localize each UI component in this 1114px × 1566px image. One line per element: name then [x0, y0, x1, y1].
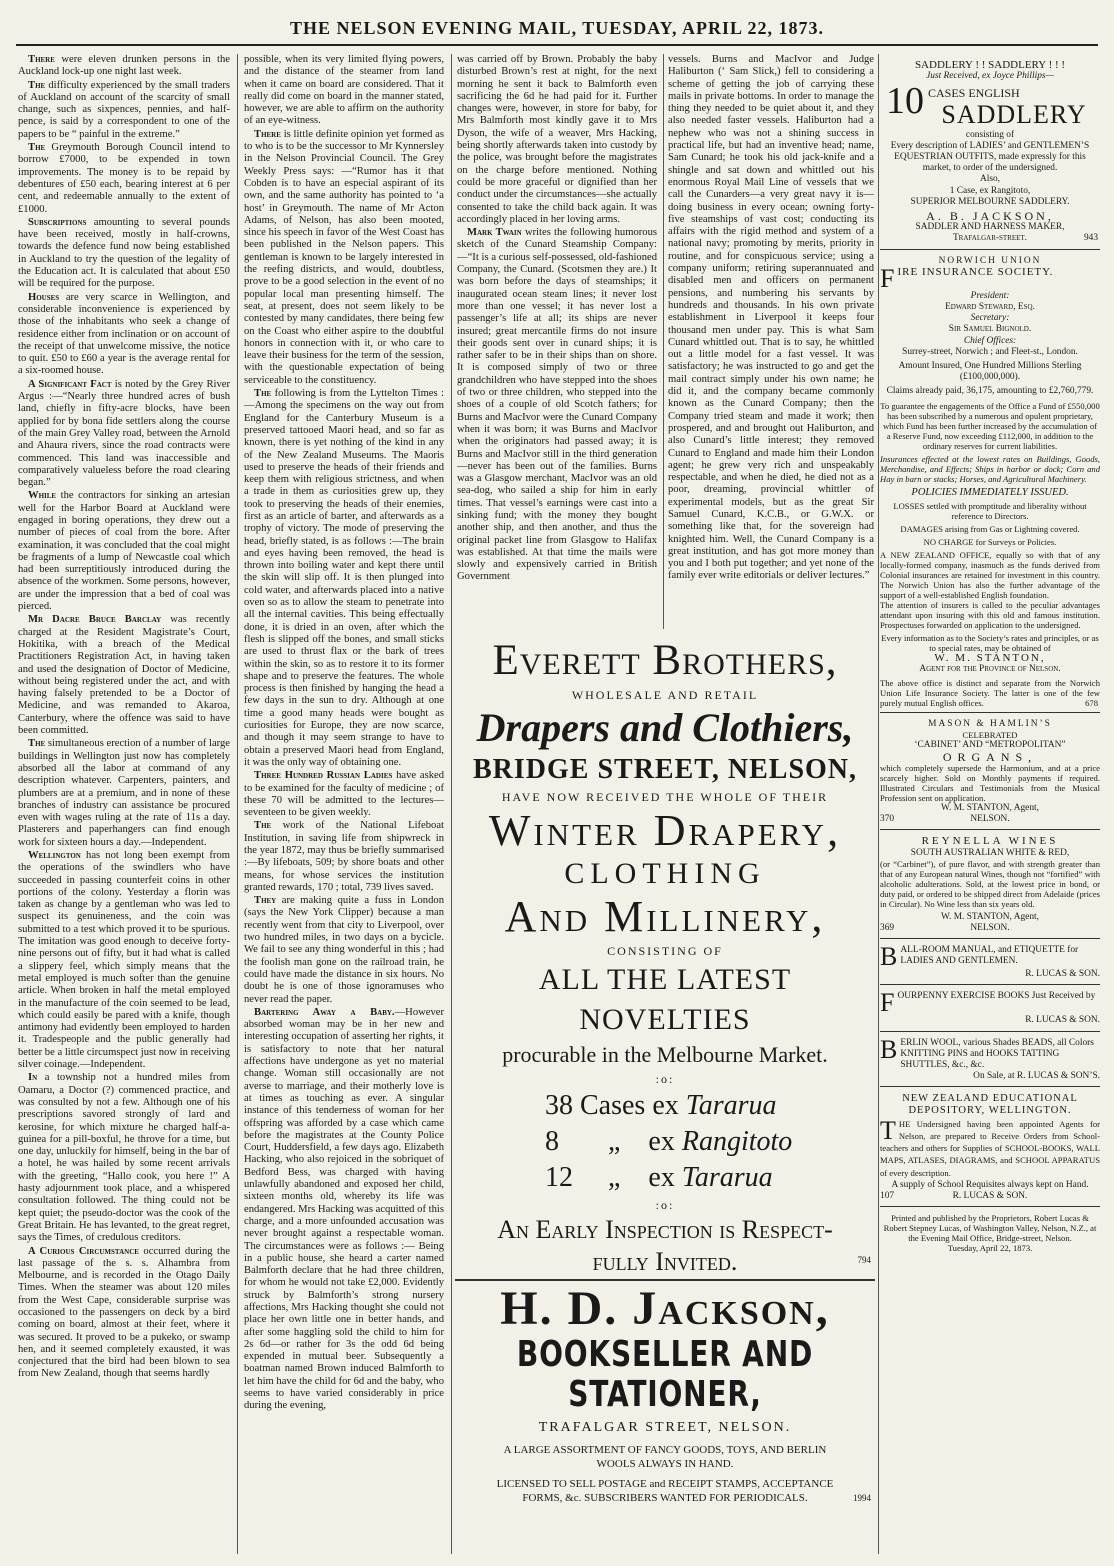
mason-agent: W. M. STANTON, Agent,: [941, 802, 1039, 813]
jackson-line-2: WOOLS ALWAYS IN HAND.: [596, 1458, 734, 1470]
ad-case-ship: Tararua: [685, 1090, 777, 1121]
imprint: Printed and published by the Proprietors, Robert Lucas & Robert Stepney Lucas, of Washington Valley, Nelson, N.Z., at the Evening Mail Office, Bridge-street, Nelson.: [883, 1213, 1097, 1244]
stanton-name: W. M. STANTON,: [934, 651, 1046, 664]
jackson-line-1: A LARGE ASSORTMENT OF FANCY GOODS, TOYS, AND BERLIN: [503, 1444, 827, 1456]
ad-street: BRIDGE STREET, NELSON,: [472, 754, 858, 785]
reynella-title: REYNELLA WINES: [921, 835, 1059, 848]
article-paragraph: [18, 217, 230, 291]
article-text: following is from the Lyttelton Times :—Among the specimens on the way out from England for the Canterbury Museum is a preserved tattooed Maori head, and so far as known, there is yet nothing of the kind in any of the New Zealand Museums. The Maoris used to preserve the heads of their friends and keep them with religious strictness, and when a trade in them as curiosities grew up, they took to preserving the heads of their enemies, first as an article of barter, and afterwards as a trophy of victory. The mode of preserving the head, briefly stated, is as follows :—The brain and eyes having been removed, the head is thrown into boiling water and kept there until the skin will slip off. It is then plunged into cold water, and afterwards placed into a native oven so as to allow the steam to penetrate into all the internal cavities. This being effectually done, it is dried in an oven, after which the flesh is slipped off the bones, and small sticks are used to thrust flax or the bark of trees within the skin, so as to restore it to its former shape and to preserve the features. The whole process is then finished by hanging the head a few days in the sun to dry. Although at one time a good many heads were bought as curiosities for Europe, they are now scarce, and though it may seem strange to have to obtain a preserved Maori head from England, it was the only way of obtaining one.: [244, 388, 444, 768]
abj-name: A. B. JACKSON,: [926, 209, 1054, 224]
saddlery-cases-english: CASES ENGLISH: [928, 86, 1020, 101]
article-paragraph: [18, 738, 230, 849]
mason-number: 370: [880, 814, 895, 825]
ballroom-initial: B: [880, 942, 898, 972]
saddlery-heading: SADDLERY ! ! SADDLERY ! ! !: [914, 60, 1066, 71]
article-lead: In: [28, 1072, 38, 1084]
reynella-subtitle: SOUTH AUSTRALIAN WHITE & RED,: [910, 847, 1070, 858]
article-paragraph: [457, 227, 657, 584]
berlin-text: ERLIN WOOL, various Shades BEADS, all Colors KNITTING PINS and HOOKS TATTING SHUTTLES, &c., &c.: [900, 1037, 1094, 1070]
president-name: Edward Steward, Esq.: [945, 302, 1035, 313]
fire-title: IRE INSURANCE SOCIETY.: [897, 266, 1054, 278]
article-column-3: [457, 54, 657, 629]
article-paragraph: [18, 379, 230, 490]
ad-case-line: [455, 1088, 875, 1124]
saddlery-also: Also,: [979, 174, 1001, 185]
saddlery-just-received: Just Received, ex Joyce Phillips—: [926, 71, 1054, 82]
hd-jackson-ad: [455, 1283, 875, 1558]
president-label: President:: [970, 290, 1010, 301]
column-divider: [237, 54, 238, 1554]
jackson-line-4: [455, 1491, 875, 1505]
article-lead: Three Hundred Russian Ladies: [254, 770, 393, 782]
article-text: —However absorbed woman may be in her new and interesting occupation of asserting her rights, it is satisfactory to note that her natural affections have undergone as yet no material change. Woman still occasionally are not averse to marriage, and their motherly love is at times as touching as ever. A singular instance of this tenderness of woman for her offspring was afforded by a case which came before the magistrates at the County Police Court, Huddersfield, a few days ago. Elizabeth Hacking, who also rejoiced in the sobriquet of Bedford Bess, was charged with having unlawfully abandoned and exposed her child, sixteen months old, whereby its life was endangered. Mrs Hacking was acquitted of this charge, and a more unfounded accusation was never brought against a respectable woman. The circumstances were as follows :— Being in a public house, she heard a carter named Balmforth declare that he had three children, for whom he would not take £2,000. Evidently struck by Balmforth’s strong nursery affections, Mrs Hacking thought she could not place her own little one in better hands, and after some haggling sold the child to him for 2s 6d—or rather for 3s the odd 6d being expended in mutual beer. Subsequently a boatman named Brown induced Balmforth to let him have the child for 6d and the baby, who seems to have varied considerably in price during the evening,: [244, 1006, 444, 1412]
distinct-office: [880, 678, 1100, 708]
article-text: have asked to be examined for the faculty of medicine ; of these 70 will be admitted to the lectures—seventeen to be given weekly.: [244, 770, 444, 819]
column-divider: [878, 54, 879, 1554]
ad-millinery: And Millinery,: [504, 892, 826, 941]
losses: LOSSES settled with promptitude and liberality without reference to Directors.: [893, 500, 1087, 521]
article-paragraph: [244, 54, 444, 128]
mason-nelson: NELSON.: [970, 814, 1010, 825]
saddlery-one-case: 1 Case, ex Rangitoto,: [949, 185, 1031, 196]
imprint-date: Tuesday, April 22, 1873.: [947, 1243, 1033, 1254]
chief-offices: Surrey-street, Norwich ; and Fleet-st., London.: [902, 346, 1078, 357]
article-lead: A Curious Circumstance: [28, 1245, 139, 1257]
ad-latest-novelties: ALL THE LATEST NOVELTIES: [538, 963, 792, 1036]
ad-early-inspection-2: [455, 1246, 875, 1276]
policies: POLICIES IMMEDIATELY ISSUED.: [911, 486, 1069, 498]
ad-case-qty: 12 „ ex: [545, 1162, 675, 1193]
article-text: occurred during the last passage of the s. s. Alhambra from Melbourne, and is recorded in the Otago Daily Times. When the steamer was about 120 miles from the West Cape, considerable surprise was occasioned to the passengers on deck by a bird coming on board, almost at their feet, where it was secured. It proved to be a pukeko, or swamp hen, and it seemed completely exausted, it was conjectured that the bird had been blown to sea from New Zealand, though that seems hardly: [18, 1245, 230, 1380]
no-charge: NO CHARGE for Surveys or Policies.: [923, 536, 1057, 547]
ad-cases-list: [455, 1088, 875, 1196]
saddlery-desc: Every description of LADIES’ and GENTLEMEN’S EQUESTRIAN OUTFITS, made expressly for this market, to order of the undersigned.: [890, 140, 1090, 174]
article-paragraph: [18, 850, 230, 1071]
article-lead: Bartering Away a Baby.: [254, 1006, 395, 1018]
mason-celebrated: CELEBRATED: [962, 730, 1018, 741]
article-lead: There: [28, 54, 55, 65]
jackson-street: TRAFALGAR STREET, NELSON.: [538, 1420, 792, 1435]
article-lead: Mr Dacre Bruce Barclay: [28, 614, 162, 626]
article-paragraph: [244, 129, 444, 387]
mason-organs: ORGANS,: [942, 749, 1038, 764]
berlin-wool-ad: [880, 1034, 1100, 1088]
berlin-initial: B: [880, 1034, 898, 1064]
ad-separator: :o:: [655, 1198, 675, 1212]
amount-insured: Amount Insured, One Hundred Millions Sterling (£100,000,000).: [898, 361, 1082, 383]
ad-early-inspection-1: An Early Inspection is Respect-: [497, 1215, 833, 1244]
article-text: was recently charged at the Resident Magistrate’s Court, Hokitika, with a breach of the Medical Practitioners Registration Act, in having taken and used the designation of Doctor of Medicine, without being registered under the act, and with having falsely pretended to be a Doctor of Medicine, and was remanded to Akaroa, Canterbury, where the offence was said to have been committed.: [18, 614, 230, 737]
fourpenny-ad: [880, 988, 1100, 1031]
article-text: difficulty experienced by the small traders of Auckland on account of the scarcity of small change, such as sixpences, pennies, and half-pence, is said by a correspondent to one of the papers to be “ painful in the extreme.”: [18, 79, 230, 140]
article-lead: They: [254, 895, 277, 907]
damages: DAMAGES arising from Gas or Lightning covered.: [900, 523, 1080, 534]
article-lead: The: [28, 738, 46, 750]
article-lead: Subscriptions: [28, 216, 87, 228]
article-paragraph: [668, 54, 874, 583]
article-text: has not long been exempt from the operations of the swindlers who have succeeded in passing counterfeit coins in other portions of the colony. Yesterday a florin was taken as change by a gentleman who was led to suspect its genuineness, and the coin was submitted to a test which proved it to be spurious. The imitation was good enough to deceive forty-nine persons out of fifty, but it had what is called a slippery feel, which simply means that the metal employed is much softer than the genuine article. When broken in half the metal employed in the manufacture of the coin seemed to be lead, which could easily be pared with a knife, though antimony had evidently been employed to harden it. Tradespeople and the public generally had better be a little circumspect just now in receiving silver coinage.—Independent.: [18, 850, 230, 1071]
guarantee: To guarantee the engagements of the Office a Fund of £550,000 has been subscribed by a numerous and opulent proprietary, which Fund has been further increased by the accumulation of a Reserve Fund, now exceeding £112,000, in addition to the ordinary reserves for current liabilities.: [880, 400, 1100, 451]
mason-desc: which completely supersede the Harmonium, and at a price scarcely higher. Sold on Monthly payments if required. Illustrated Circulars and Testimonials from the Musical Profession sent on application.: [880, 762, 1100, 803]
attention: The attention of insurers is called to the peculiar advantages attendant upon insuring with this old and famous institution. Prospectuses forwarded on application to the undersigned.: [880, 599, 1100, 630]
article-paragraph: [18, 80, 230, 141]
reynella-nelson: NELSON.: [970, 922, 1010, 933]
mason-hamlin-ad: [880, 719, 1100, 830]
mason-nelson-line: [880, 814, 1100, 825]
ad-title: Everett Brothers,: [492, 637, 838, 684]
educational-seller-line: [880, 1191, 1100, 1202]
fourpenny-initial: F: [880, 988, 895, 1018]
article-text: was carried off by Brown. Probably the baby disturbed Brown’s rest at night, for the next morning he sent it back to Balmforth even sacrificing the 6d he had paid for it. Further changes were, however, in store for baby, for Mrs Balmforth most kindly gave it to Mrs Dyson, the wife of a weaver, Mrs Hacking, being shortly afterwards taken into custody by the police, was brought before the magistrates on the charge before mentioned. Nothing could be more graceful or dignified than her conduct under the circumstances—she actually consented to take the child back again. It was accordingly placed in her loving arms.: [457, 54, 657, 225]
article-text: is noted by the Grey River Argus :—“Nearly three hundred acres of bush land, chiefly in fifty-acre blocks, have been applied for by bona fide settlers along the course of the main Grey Valley road, between the Arnold and Ahaura rivers, since the road contracts were commenced. This land was inaccessible and comparatively valueless before the road clearing began.”: [18, 378, 230, 489]
undersigned-initial: T: [880, 1118, 896, 1145]
ad-case-qty: 38 Cases ex: [545, 1090, 679, 1121]
ad-clothing: CLOTHING: [564, 857, 766, 890]
ad-winter-drapery: Winter Drapery,: [488, 806, 842, 855]
article-text: possible, when its very limited flying powers, and the distance of the steamer from land when it came on board are considered. That it really did come on board in the manner stated, however, we are able to affirm on the authority of an eye-witness.: [244, 54, 444, 127]
article-text: Greymouth Borough Council intend to borrow £7000, to be expended in town improvements. The money is to be repaid by debentures of £50 each, bearing interest at 6 per cent, and redeemable annually to the extent of £1000.: [18, 142, 230, 215]
article-lead: There: [254, 128, 281, 140]
article-paragraph: [18, 142, 230, 216]
jackson-name: H. D. Jackson,: [500, 1283, 830, 1335]
ad-case-ship: Tararua: [681, 1162, 773, 1193]
saddlery-ad: [880, 60, 1100, 250]
norwich-title: NORWICH UNION: [938, 255, 1042, 266]
ad-procurable: procurable in the Melbourne Market.: [502, 1042, 828, 1067]
saddlery-superior: SUPERIOR MELBOURNE SADDLERY.: [910, 196, 1070, 207]
article-paragraph: [18, 1072, 230, 1244]
ad-case-ship: Rangitoto: [681, 1126, 793, 1157]
ad-case-qty: 8 „ ex: [545, 1126, 675, 1157]
ad-case-line: [455, 1124, 875, 1160]
column-divider: [663, 54, 664, 629]
saddlery-consisting: consisting of: [965, 129, 1015, 140]
article-text: were eleven drunken persons in the Auckland lock-up one night last week.: [18, 54, 230, 78]
article-paragraph: [457, 54, 657, 226]
nz-office: A NEW ZEALAND OFFICE, equally so with that of any locally-formed company, inasmuch as the funds derived from Colonial insurances are retained for investment in this country. The Norwich Union has also the further advantage of the support of a well-established English foundation.: [880, 549, 1100, 600]
article-lead: Wellington: [28, 850, 81, 861]
article-text: amounting to several pounds have been received, mostly in half-crowns, towards the defence fund now being established in Auckland to try the question of the legality of the Education act. It is calculated that about £50 will be required for the purpose.: [18, 216, 230, 290]
mason-cabinet: ‘CABINET’ AND “METROPOLITAN”: [914, 740, 1066, 751]
every-information: Every information as to the Society’s rates and principles, or as to special rates, may be obtained of: [881, 632, 1099, 653]
ballroom-seller: R. LUCAS & SON.: [1025, 969, 1100, 980]
reynella-desc: (or “Carbinet”), of pure flavor, and with strength greater than that of any European natural Wines, though not “fortified” with alcoholic adulterations. Sold, at the lowest price in bond, or duty paid, or ordered to be shipped direct from Adelaide (prices in Circular). No Wine less than six years old.: [880, 858, 1100, 909]
article-paragraph: [18, 292, 230, 378]
distinct-text: The above office is distinct and separate from the Norwich Union Life Insurance Society. The latter is one of the few purely mutual English offices.: [880, 678, 1100, 709]
column-divider: [451, 54, 452, 1554]
ballroom-text: ALL-ROOM MANUAL, and ETIQUETTE for LADIES AND GENTLEMEN.: [900, 945, 1079, 967]
secretary-name: Sir Samuel Bignold.: [948, 324, 1032, 335]
ad-separator: :o:: [655, 1072, 675, 1086]
stanton-agent: Agent for the Province of Nelson.: [919, 664, 1061, 675]
article-paragraph: [18, 490, 230, 613]
article-text: the contractors for sinking an artesian well for the Harbor Board at Auckland were engaged in boring operations, they drew out a number of pieces of coal from the bore. After examination, it was concluded that the coal might be fragments of a lump of Newcastle coal which had been surreptitiously introduced during the absence of the workmen. Some persons, however, are under the impression that a bed of coal was pierced.: [18, 490, 230, 613]
article-text: work of the National Lifeboat Institution, in saving life from shipwreck in the year 1872, may thus be briefly summarised :—By lifeboats, 509; by shore boats and other means, for whose services the institution granted rewards, 170 ; total, 739 lives saved.: [244, 820, 444, 893]
abj-trade: SADDLER AND HARNESS MAKER,: [915, 222, 1065, 233]
article-column-2: [244, 54, 444, 1554]
ad-gothic-heading: Drapers and Clothiers,: [476, 705, 854, 750]
saddlery-big: SADDLERY: [941, 99, 1087, 129]
article-lead: While: [28, 490, 57, 502]
reynella-nelson-line: [880, 923, 1100, 934]
article-text: are making quite a fuss in London (says the New York Clipper) because a man recently went from that city to Liverpool, over two hundred miles, in two days on a bycicle. We fail to see any thing wonderful in this ; had the foolish man gone on the railroad train, he could have made the distance in six hours. No doubt he is one of those ignoramuses who never read the paper.: [244, 895, 444, 1005]
supply: A supply of School Requisites always kept on Hand.: [891, 1179, 1089, 1190]
article-paragraph: [18, 54, 230, 79]
article-column-1: [18, 54, 230, 1554]
everett-brothers-ad: [455, 636, 875, 1276]
article-text: a township not a hundred miles from Oamaru, a Doctor (?) commenced practice, and was consulted by not a few. Although one of his prescriptions savored strongly of lard and kerosine, for which mixture he charged half-a-guinea for a pill-boxful, he throve for a time, but one day, unluckily for himself, being in the bar of a hotel, he was hailed by some recent arrivals with the greeting, “Hallo cook, you here !” A hasty adjournment took place, and a whispered consultation followed. The thing could not be kept quiet; the pseudo-doctor was the cook of the Great Britain. He has levanted, to the great regret, says the Times, of credulous creditors.: [18, 1072, 230, 1244]
masthead-rule: [16, 44, 1098, 46]
saddlery-ten: 10: [886, 82, 924, 123]
ad-early-inspection-text: fully Invited.: [592, 1247, 738, 1276]
article-paragraph: [18, 614, 230, 737]
mason-title: MASON & HAMLIN’S: [928, 719, 1052, 730]
nz-educational-ad: [880, 1093, 1100, 1207]
abj-number: 943: [1083, 233, 1098, 244]
berlin-on-sale: On Sale, at R. LUCAS & SON’S.: [973, 1071, 1100, 1082]
undersigned-text: HE Undersigned having been appointed Agents for Nelson, are prepared to Receive Orders from School-teachers and others for Supplies of SCHOOL-BOOKS, WALL MAPS, ATLASES, DIAGRAMS, and SCHOOL APPARATUS of every description.: [880, 1118, 1100, 1178]
article-paragraph: [244, 770, 444, 819]
article-lead: Mark Twain: [467, 227, 522, 239]
article-paragraph: [244, 820, 444, 894]
ad-consisting: CONSISTING OF: [607, 944, 723, 958]
masthead: THE NELSON EVENING MAIL, TUESDAY, APRIL 22, 1873.: [290, 18, 824, 38]
article-text: writes the following humorous sketch of the Cunard Steamship Company:—“It is a curious self-possessed, old-fashioned Company, the Cunard. (Scotsmen they are.) It was born before the days of steamships; it inaugurated ocean steam lines; it never lost more than one vessel; it has never lost a passenger’s life at all; its ships are never insured; great mercantile firms do not insure their goods sent over in cunard ships; it is rather safer to be in their ships than on shore. It is composed simply of two or three grandchildren who have stepped into the shoes of two or three children, who stepped into the shoes of a couple of old Scotch fathers; for Burns and MacIvor were the Cunard Company when it was born; it was Burns and MacIvor when the originators had passed away; it is Burns and MacIvor still in the third generation —never has been out of the families. Burns was a Glasgow merchant, MacIvor was an old sea-dog, who sailed a ship for him in early times. That vessel’s earnings were cast into a sinking fund; with the money they bought another ship, and then another, and thus the original packet line from Glasgow to Halifax was established. At that time the mails were slowly and expensively carried in British Government: [457, 227, 657, 583]
jackson-line-3: LICENSED TO SELL POSTAGE and RECEIPT STAMPS, ACCEPTANCE: [496, 1478, 834, 1490]
article-paragraph: [244, 388, 444, 769]
distinct-number: 678: [1085, 698, 1098, 709]
article-lead: The: [28, 142, 46, 154]
classified-column: [880, 60, 1100, 1555]
jackson-number: 1994: [853, 1493, 871, 1503]
ballroom-manual-ad: [880, 942, 1100, 985]
article-lead: The: [254, 820, 272, 832]
article-lead: The: [28, 79, 46, 91]
article-lead: The: [254, 388, 272, 400]
reynella-agent: W. M. STANTON, Agent,: [941, 911, 1039, 922]
norwich-union-ad: [880, 256, 1100, 714]
article-text: vessels. Burns and MacIvor and Judge Haliburton (‘ Sam Slick,) fell to considering a scheme of getting the job of carrying these mails in private bottoms. In order to manage the thing they needed to be quiet about it, and they also needed faster vessels. Haliburton had a nephew who was not a shining success in practical life, but had an inventive head; name, Sam Cunard; he took his old jack-knife and a shingle and sat down and whittled out his enormous Royal Mail Line of vessels that we call the Cunarders—a very great navy it is—doing business in every ocean; owning forty-five steamships of vast cost; conducting its affairs with the rigid method and system of a national navy; promoting by merits, priority in routine, and for conspicuous service; using a company uniform; retiring superannuated and disabled men and officers on permanent pensions, and numbering his servants by hundreds and thousands. In his own private establishment in Liverpool it keeps four thousand men under pay. This is what Sam Cunard whittled out. That is to say, he whittled out a little model for a fast vessel. It was satisfactory; he was instructed to go and get the mail contract simply under his own name; he did it, and the company became commonly known as the Cunard Company; then the Company tried steam and made it work; then prospered, and and brought out Haliburton, and also Cunard’s little interest; they removed Cunard to England and made him their London agent; he grew very rich and unspeakably respectable, and when he died, he died not as a poor, dreaming, provincial whittler of experimental models, but as the great Sir Samuel Cunard, K.C.B., or G.W.X. or something like that, for the sovereign had knighted him. Well, the Cunard Company is a great institution, and has got more money than you and I both put together; and yet none of the family ever write editorials or deliver lectures.”: [668, 54, 874, 582]
article-paragraph: [244, 1007, 444, 1413]
jackson-trade: BOOKSELLER AND STATIONER,: [516, 1334, 814, 1415]
ad-received: HAVE NOW RECEIVED THE WHOLE OF THEIR: [501, 790, 829, 804]
nz-educational-title: NEW ZEALAND EDUCATIONAL: [902, 1093, 1078, 1105]
secretary-label: Secretary:: [970, 313, 1010, 324]
reynella-number: 369: [880, 922, 895, 933]
article-lead: Houses: [28, 291, 60, 303]
abj-street: Trafalgar-street.: [952, 233, 1028, 244]
fire-initial: F: [880, 266, 895, 291]
abj-street-line: [880, 233, 1100, 244]
ad-subtitle: WHOLESALE AND RETAIL: [571, 688, 759, 702]
fourpenny-seller: R. LUCAS & SON.: [1025, 1015, 1100, 1026]
chief-label: Chief Offices:: [963, 335, 1017, 346]
ad-number: 794: [857, 1255, 871, 1265]
educational-number: 107: [880, 1190, 895, 1201]
jackson-line-4-text: FORMS, &c. SUBSCRIBERS WANTED FOR PERIODICALS.: [522, 1492, 808, 1504]
claims-paid: Claims already paid, 36,175, amounting to £2,760,779.: [886, 386, 1094, 397]
educational-seller: R. LUCAS & SON.: [952, 1190, 1028, 1201]
ad-case-line: [455, 1160, 875, 1196]
reynella-wines-ad: [880, 836, 1100, 939]
article-column-4: [668, 54, 874, 629]
article-text: is little definite opinion yet formed as to who is to be the successor to Mr Kynnersley in the Nelson Provincial Council. The Grey Weekly Press says: —“Rumor has it that Cobden is to have an especial aspirant of its own, and the same authority has pointed to ‘a host’ in Greymouth. The name of Mr Acton Adams, of Nelson, has also been mooted, since his speech in favor of the West Coast has been published in the Nelson papers. This gentleman is known to be largely interested in the reefing districts, and would, doubtless, prove to be a good selection in the event of no popular local man presenting himself. The seat, at present, does not seem likely to be contested by many candidates, there being few on the Coast who either aspire to the doubtful honors in connection with it, or who care to leave their business for the term of the session, with the questionable expectation of being serviceable to the constituency.: [244, 128, 444, 386]
article-lead: A Significant Fact: [28, 378, 112, 390]
article-text: are very scarce in Wellington, and considerable inconvenience is experienced by those of the inhabitants who seek a change of residence either from inclination or on account of the receipt of that unwelcome missive, the notice to quit. £50 to £60 a year is the average rental for a six-roomed house.: [18, 291, 230, 377]
nz-depository: DEPOSITORY, WELLINGTON.: [908, 1104, 1072, 1116]
insurances: Insurances effected at the lowest rates on Buildings, Goods, Merchandise, and Effects; Ships in harbor or dock; Corn and Hay in barn or stacks; Horses, and Agricultural Machinery.: [880, 453, 1100, 484]
article-paragraph: [18, 1246, 230, 1381]
fourpenny-text: OURPENNY EXERCISE BOOKS Just Received by: [897, 991, 1096, 1002]
article-text: simultaneous erection of a number of large buildings in Wellington just now has completely absorbed all the labor at command of any description whatever. Carpenters, painters, and plumbers are at a premium, and in none of these branches of industry can assistance be procured even with wages ruling at the rate of 11s a day. Plasterers and paperhangers can find enough work for sixteen hours a day.—Independent.: [18, 738, 230, 848]
ad-divider: [455, 1279, 875, 1281]
article-paragraph: [244, 895, 444, 1006]
